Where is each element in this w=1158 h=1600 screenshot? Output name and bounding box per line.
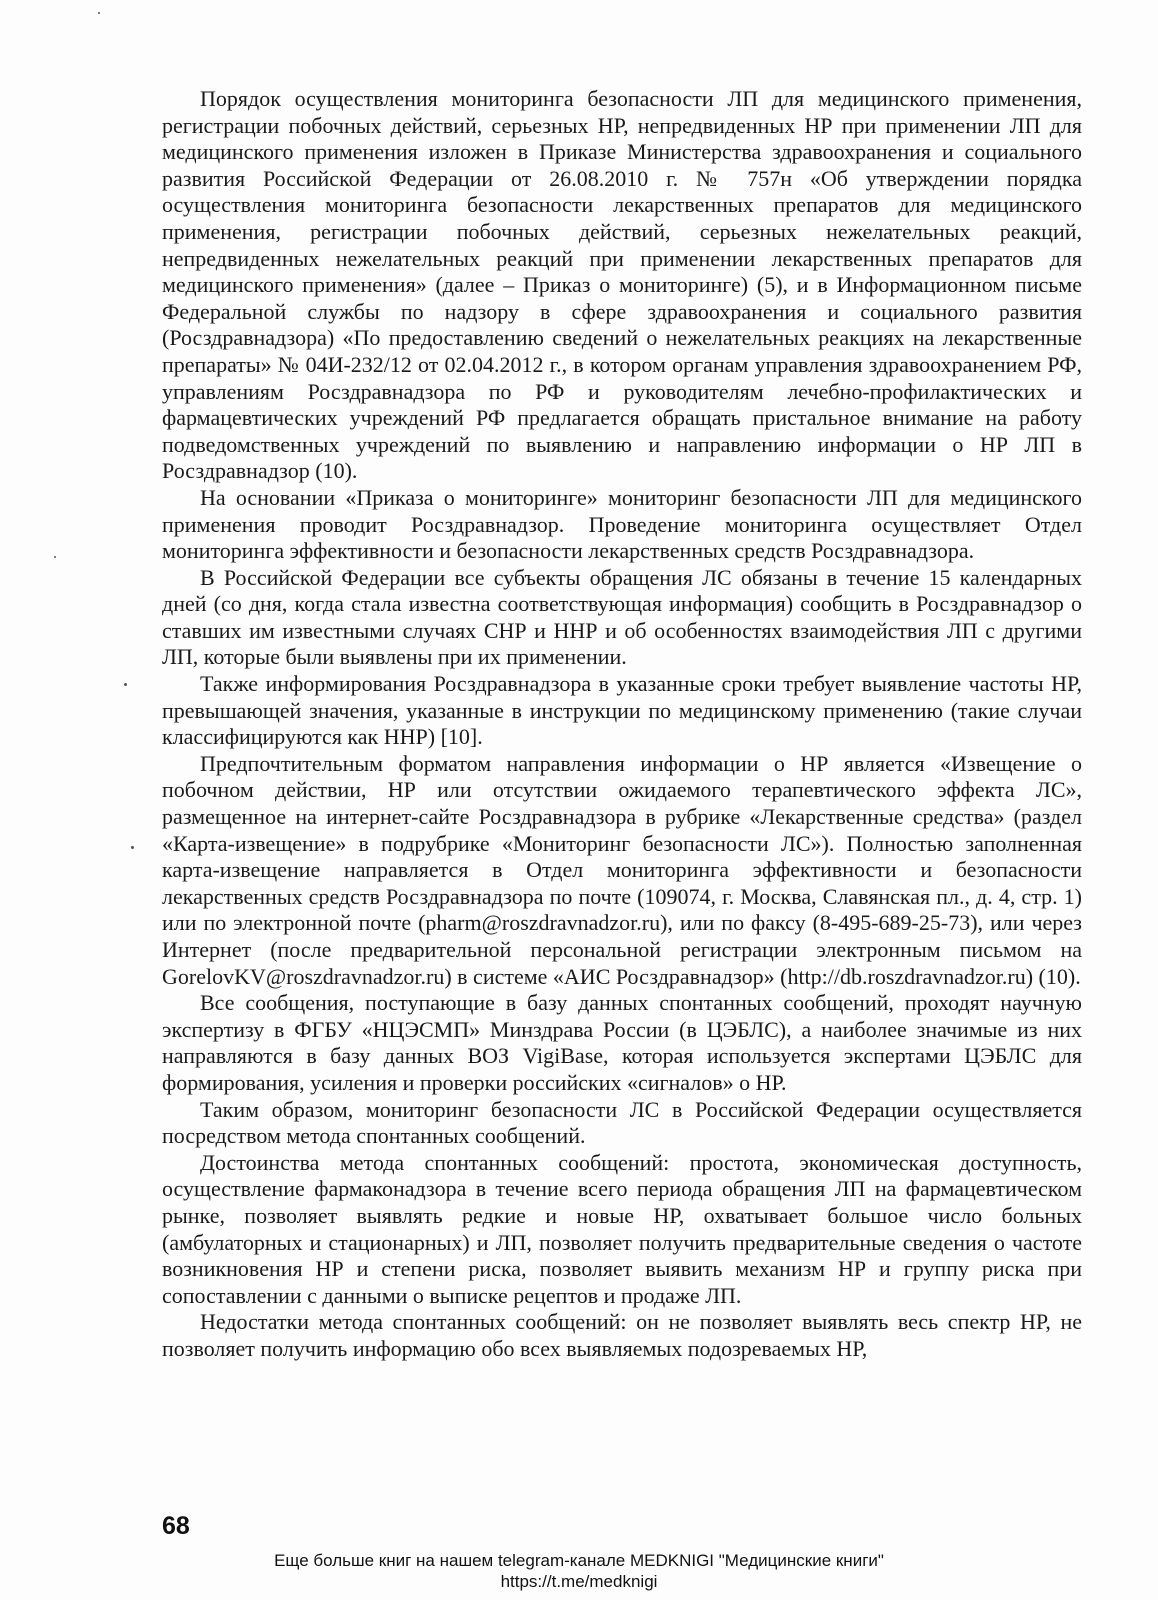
footer-line: Еще больше книг на нашем telegram-канале MEDKNIGI "Медицинские книги"	[274, 1551, 884, 1570]
footer-link[interactable]: https://t.me/medknigi	[500, 1572, 658, 1591]
paragraph: Порядок осуществления мониторинга безопасности ЛП для медицинского применения, регистрации побочных действий, серьезных НР, непредвиденных НР при применении ЛП для медицинского применения изложен в Приказе Министерства здравоохранения и социального развития Российской Федерации от 26.08.2010 г. № 757н «Об утверждении порядка осуществления мониторинга безопасности лекарственных препаратов для медицинского применения, регистрации побочных действий, серьезных нежелательных реакций, непредвиденных нежелательных реакций при применении лекарственных препаратов для медицинского применения» (далее – Приказ о мониторинге) (5), и в Информационном письме Федеральной службы по надзору в сфере здравоохранения и социального развития (Росздравнадзора) «По предоставлению сведений о нежелательных реакциях на лекарственные препараты» № 04И-232/12 от 02.04.2012 г., в котором органам управления здравоохранением РФ, управлениям Росздравнадзора по РФ и руководителям лечебно-профилактических и фармацевтических учреждений РФ предлагается обращать пристальное внимание на работу подведомственных учреждений по выявлению и направлению информации о НР ЛП в Росздравнадзор (10).	[162, 86, 1082, 484]
page-number: 68	[162, 1512, 190, 1540]
paragraph: Все сообщения, поступающие в базу данных спонтанных сообщений, проходят научную экспертизу в ФГБУ «НЦЭСМП» Минздрава России (в ЦЭБЛС), а наиболее значимые из них направляются в базу данных ВОЗ VigiBase, которая используется экспертами ЦЭБЛС для формирования, усиления и проверки российских «сигналов» о НР.	[162, 990, 1082, 1095]
body-text	[162, 86, 1082, 1363]
paragraph: Таким образом, мониторинг безопасности ЛС в Российской Федерации осуществляется посредством метода спонтанных сообщений.	[162, 1096, 1082, 1149]
scan-speck	[131, 846, 134, 849]
scan-speck	[54, 556, 56, 558]
scan-speck	[124, 683, 127, 686]
paragraph: В Российской Федерации все субъекты обращения ЛС обязаны в течение 15 календарных дней (со дня, когда стала известна соответствующая информация) сообщить в Росздравнадзор о ставших им известными случаях СНР и ННР и об особенностях взаимодействия ЛП с другими ЛП, которые были выявлены при их применении.	[162, 564, 1082, 670]
paragraph: На основании «Приказа о мониторинге» мониторинг безопасности ЛП для медицинского применения проводит Росздравнадзор. Проведение мониторинга осуществляет Отдел мониторинга эффективности и безопасности лекарственных средств Росздравнадзора.	[162, 484, 1082, 564]
paragraph: Также информирования Росздравнадзора в указанные сроки требует выявление частоты НР, превышающей значения, указанные в инструкции по медицинскому применению (такие случаи классифицируются как ННР) [10].	[162, 671, 1082, 750]
footer-notice	[0, 1550, 1158, 1592]
scan-speck	[98, 12, 100, 14]
paragraph: Достоинства метода спонтанных сообщений: простота, экономическая доступность, осуществление фармаконадзора в течение всего периода обращения ЛП на фармацевтическом рынке, позволяет выявлять редкие и новые НР, охватывает большое число больных (амбулаторных и стационарных) и ЛП, позволяет получить предварительные сведения о частоте возникновения НР и степени риска, позволяет выявить механизм НР и группу риска при сопоставлении с данными о выписке рецептов и продаже ЛП.	[162, 1149, 1082, 1308]
paragraph: Недостатки метода спонтанных сообщений: он не позволяет выявлять весь спектр НР, не позволяет получить информацию обо всех выявляемых подозреваемых НР,	[162, 1309, 1082, 1361]
paragraph: Предпочтительным форматом направления информации о НР является «Извещение о побочном действии, НР или отсутствии ожидаемого терапевтического эффекта ЛС», размещенное на интернет-сайте Росздравнадзора в рубрике «Лекарственные средства» (раздел «Карта-извещение» в подрубрике «Мониторинг безопасности ЛС»). Полностью заполненная карта-извещение направляется в Отдел мониторинга эффективности и безопасности лекарственных средств Росздравнадзора по почте (109074, г. Москва, Славянская пл., д. 4, стр. 1) или по электронной почте (pharm@roszdravnadzor.ru), или по факсу (8-495-689-25-73), или через Интернет (после предварительной персональной регистрации электронным письмом на GorelovKV@roszdravnadzor.ru) в системе «АИС Росздравнадзор» (http://db.roszdravnadzor.ru) (10).	[162, 750, 1082, 989]
